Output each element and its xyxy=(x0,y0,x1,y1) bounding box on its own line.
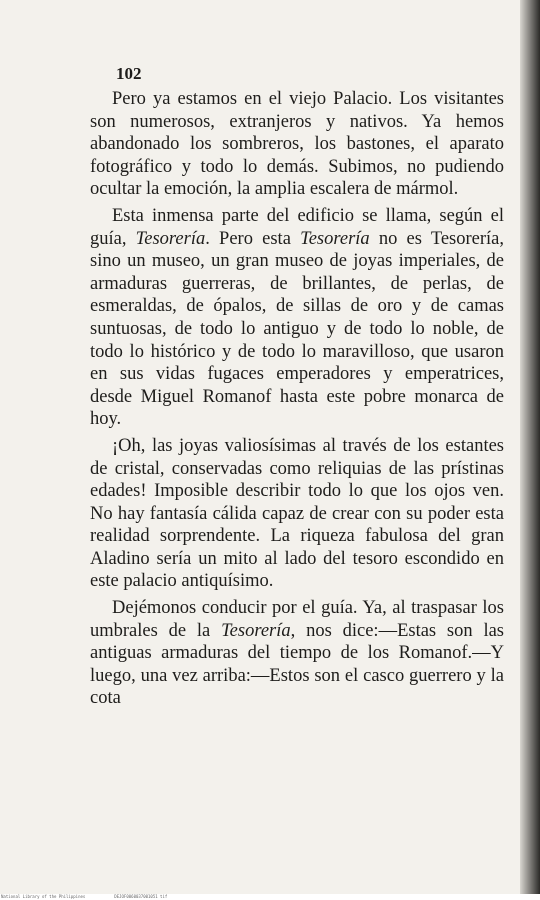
scan-footer xyxy=(0,894,540,900)
italic-term: Tesorería xyxy=(221,620,291,641)
text-run: Dejémonos conducir por el guía. Ya, al traspasar los umbrales de la xyxy=(90,598,504,641)
text-run: . Pero esta xyxy=(205,228,301,249)
paragraph xyxy=(90,205,504,431)
scan-code: DEJOF0060037001051 tif xyxy=(114,894,168,899)
page-edge-shadow xyxy=(520,0,540,896)
text-run: Pero ya estamos en el viejo Palacio. Los visitantes son numerosos, extranjeros y nativos. Ya hemos abandonado los sombreros, los bastones, el aparato fotográfico y todo lo demás. Subimos, no pudiendo ocultar la emoción, la amplia escalera de mármol. xyxy=(90,89,504,200)
paragraph xyxy=(90,597,504,710)
library-credit: National Library of the Philippines xyxy=(1,894,86,899)
body-text xyxy=(90,88,504,710)
italic-term: Tesorería xyxy=(135,228,206,249)
page-number: 102 xyxy=(116,64,142,83)
text-run: ¡Oh, las joyas valiosísimas al través de los estantes de cristal, conservadas como reliquias de las prístinas edades! Imposible describir todo lo que los ojos ven. No hay fantasía cálida capaz de crear con su poder esta realidad sorprendente. La riqueza fabulosa del gran Aladino sería un mito al lado del tesoro escondido en este palacio antiquísimo. xyxy=(90,435,504,592)
paragraph xyxy=(90,435,504,593)
text-run: , nos dice:—Estas son las antiguas armaduras del tiempo de los Romanof.—Y luego, una vez arriba:—Estos son el casco guerrero y la cota xyxy=(90,620,505,709)
text-run: no es Tesorería, sino un museo, un gran museo de joyas imperiales, de armaduras guerreras, de brillantes, de perlas, de esmeraldas, de ópalos, de sillas de oro y de camas suntuosas, de todo lo antiguo y de todo lo noble, de todo lo histórico y de todo lo maravilloso, que usaron en sus vidas fugaces emperadores y emperatrices, desde Miguel Romanof hasta este pobre monarca de hoy. xyxy=(90,228,504,430)
paragraph xyxy=(90,88,504,201)
text-run: Esta inmensa parte del edificio se llama, según el guía, xyxy=(90,205,504,249)
italic-term: Tesorería xyxy=(300,228,370,249)
